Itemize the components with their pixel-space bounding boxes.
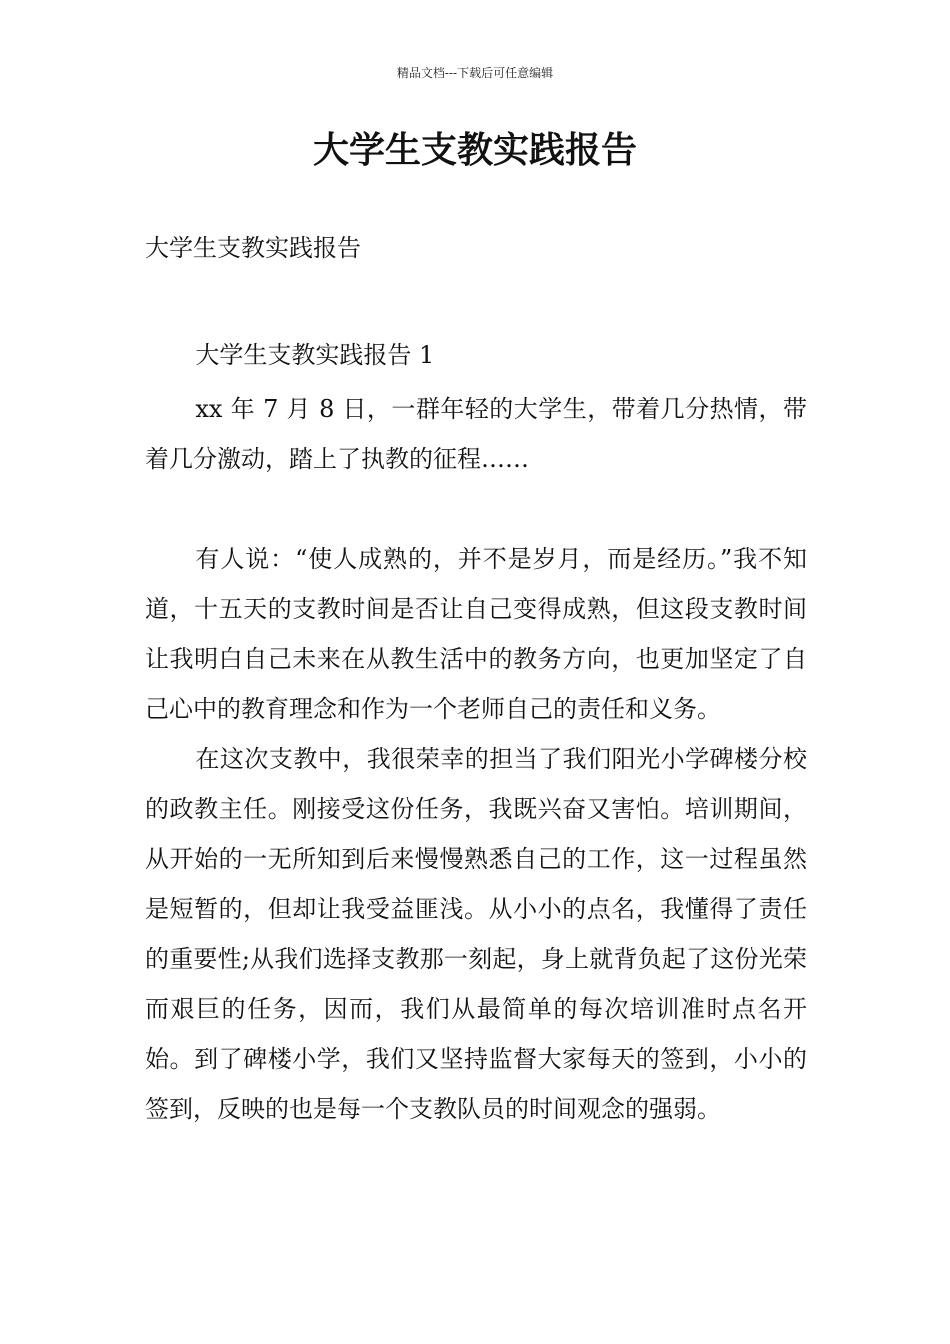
section-heading: 大学生支教实践报告 1 <box>195 341 435 369</box>
paragraph: xx 年 7 月 8 日，一群年轻的大学生，带着几分热情，带着几分激动，踏上了执教的征程…… <box>145 395 807 473</box>
document-title: 大学生支教实践报告 <box>312 130 637 171</box>
header-note: 精品文档---下载后可任意编辑 <box>396 66 554 80</box>
document-subtitle: 大学生支教实践报告 <box>145 234 361 262</box>
paragraph: 有人说：“使人成熟的，并不是岁月，而是经历。”我不知道，十五天的支教时间是否让自己变得成熟，但这段支教时间让我明白自己未来在从教生活中的教务方向，也更加坚定了自己心中的教育理念和作为一个老师自己的责任和义务。 <box>145 545 807 723</box>
paragraph: 在这次支教中，我很荣幸的担当了我们阳光小学碑楼分校的政教主任。刚接受这份任务，我既兴奋又害怕。培训期间，从开始的一无所知到后来慢慢熟悉自己的工作，这一过程虽然是短暂的，但却让我受益匪浅。从小小的点名，我懂得了责任的重要性;从我们选择支教那一刻起，身上就背负起了这份光荣而艰巨的任务，因而，我们从最简单的每次培训准时点名开始。到了碑楼小学，我们又坚持监督大家每天的签到，小小的签到，反映的也是每一个支教队员的时间观念的强弱。 <box>145 745 807 1123</box>
document-body <box>145 330 807 1134</box>
